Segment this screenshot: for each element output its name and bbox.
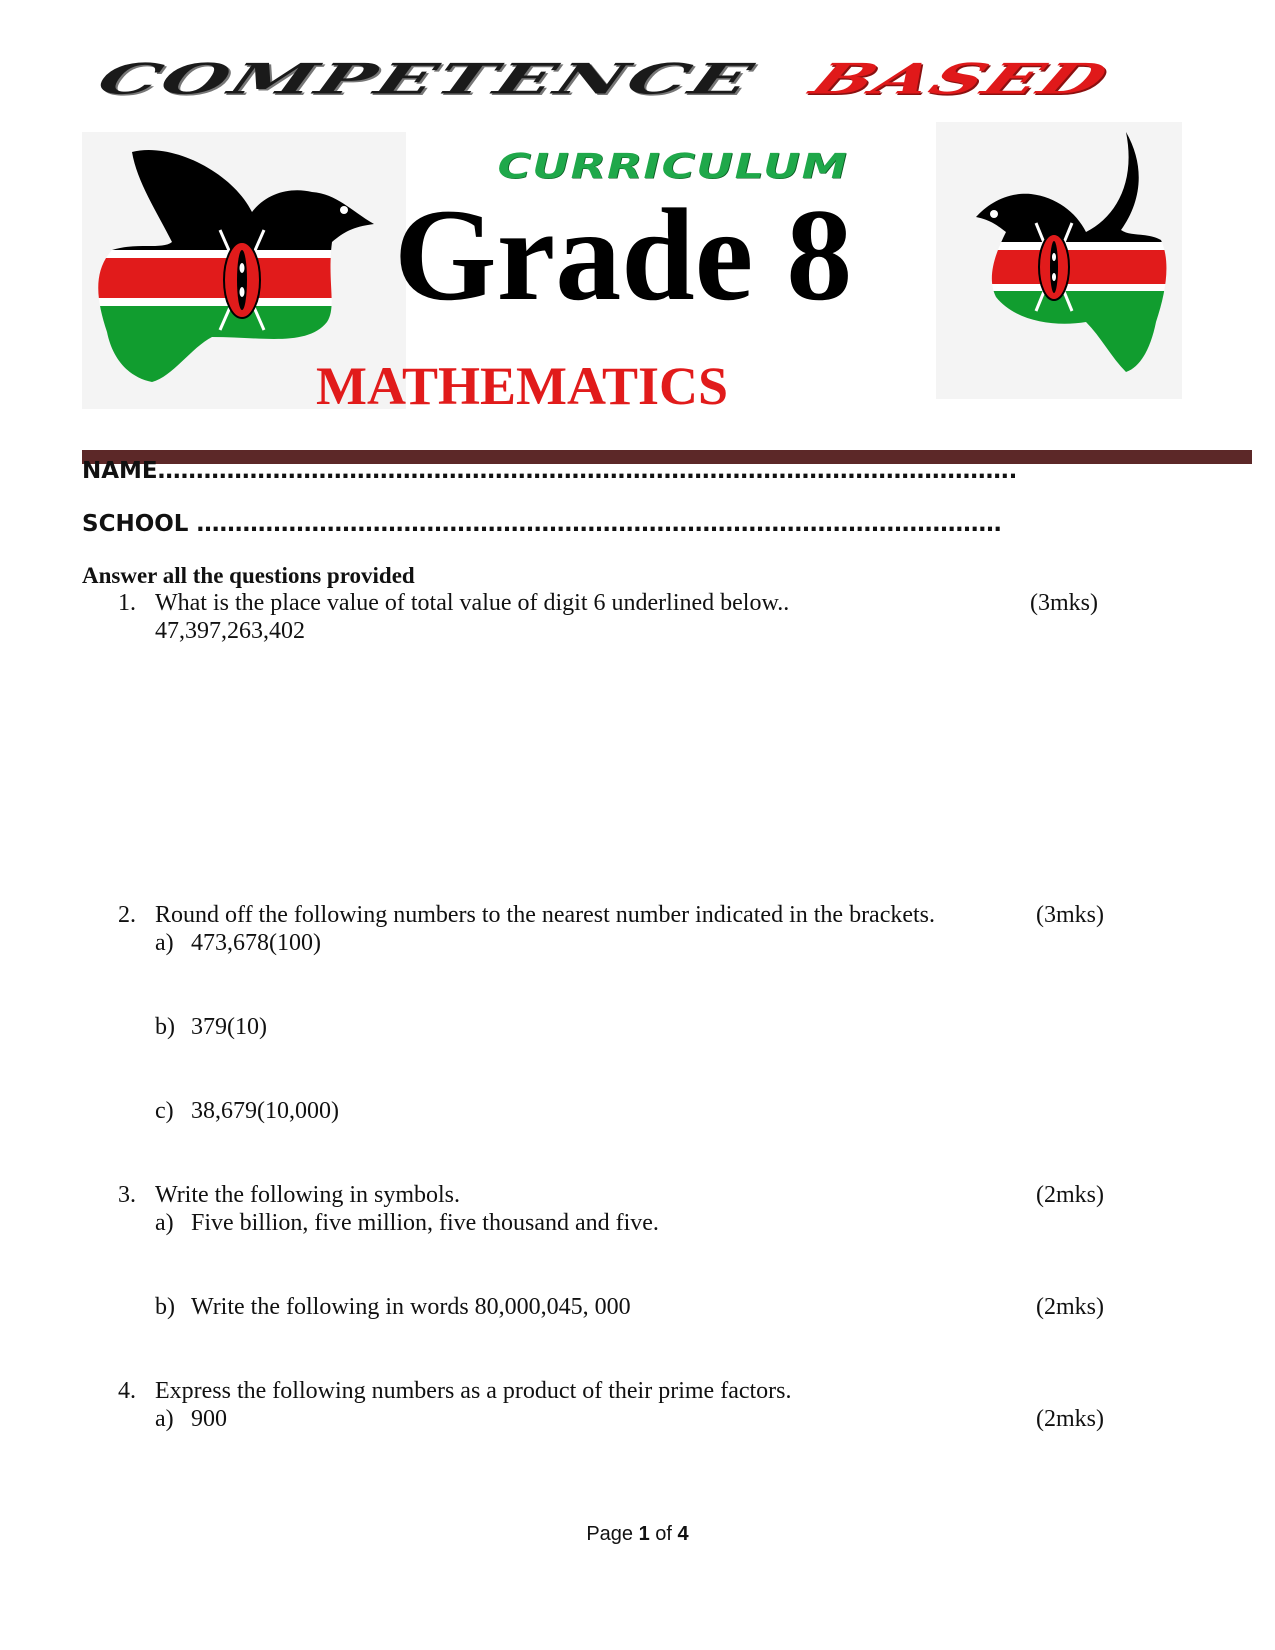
question-2b-label: b) [155,1014,175,1040]
question-2b-text: 379(10) [191,1014,267,1040]
question-1-number-value: 47,397,263,402 [155,618,305,644]
question-2a-text: 473,678(100) [191,930,321,956]
question-3-marks: (2mks) [1036,1182,1104,1208]
question-1-text: What is the place value of total value of digit 6 underlined below.. [155,590,790,616]
instructions: Answer all the questions provided [82,563,415,588]
question-3a-label: a) [155,1210,174,1236]
footer-page-word: Page [586,1523,634,1545]
page-footer [0,1523,1275,1546]
grade-title: Grade 8 [394,181,853,328]
footer-of-word: of [655,1523,672,1545]
kenya-flag-dove-icon-right [936,122,1182,399]
subject-title: MATHEMATICS [316,356,729,416]
question-4-number: 4. [118,1378,136,1404]
question-4a-text: 900 [191,1406,227,1432]
question-3b-text: Write the following in words 80,000,045, 000 [191,1294,631,1320]
question-3b-marks: (2mks) [1036,1294,1104,1320]
name-field[interactable]: NAME…………………………………………………………………………………………………. [82,458,1018,484]
wordart-curriculum: CURRICULUM [492,145,853,186]
question-4a-marks: (2mks) [1036,1406,1104,1432]
question-4a-label: a) [155,1406,174,1432]
wordart-competence: COMPETENCE [90,54,762,104]
footer-total-pages: 4 [677,1523,689,1545]
question-2-marks: (3mks) [1036,902,1104,928]
question-2-number: 2. [118,902,136,928]
header-wordart [90,46,1200,116]
question-3b-label: b) [155,1294,175,1320]
question-1-number: 1. [118,590,136,616]
question-4-text: Express the following numbers as a product of their prime factors. [155,1378,792,1404]
school-field[interactable]: SCHOOL …………………………………………………………………………………………… [82,511,1002,537]
wordart-based: BASED [801,54,1119,104]
question-3-number: 3. [118,1182,136,1208]
question-3a-text: Five billion, five million, five thousand and five. [191,1210,659,1236]
kenya-flag-dove-icon [936,122,1182,399]
question-2c-text: 38,679(10,000) [191,1098,339,1124]
question-3-text: Write the following in symbols. [155,1182,461,1208]
question-2-text: Round off the following numbers to the nearest number indicated in the brackets. [155,902,936,928]
question-2c-label: c) [155,1098,174,1124]
question-1-marks: (3mks) [1030,590,1098,616]
question-2a-label: a) [155,930,174,956]
footer-current-page: 1 [638,1523,650,1545]
